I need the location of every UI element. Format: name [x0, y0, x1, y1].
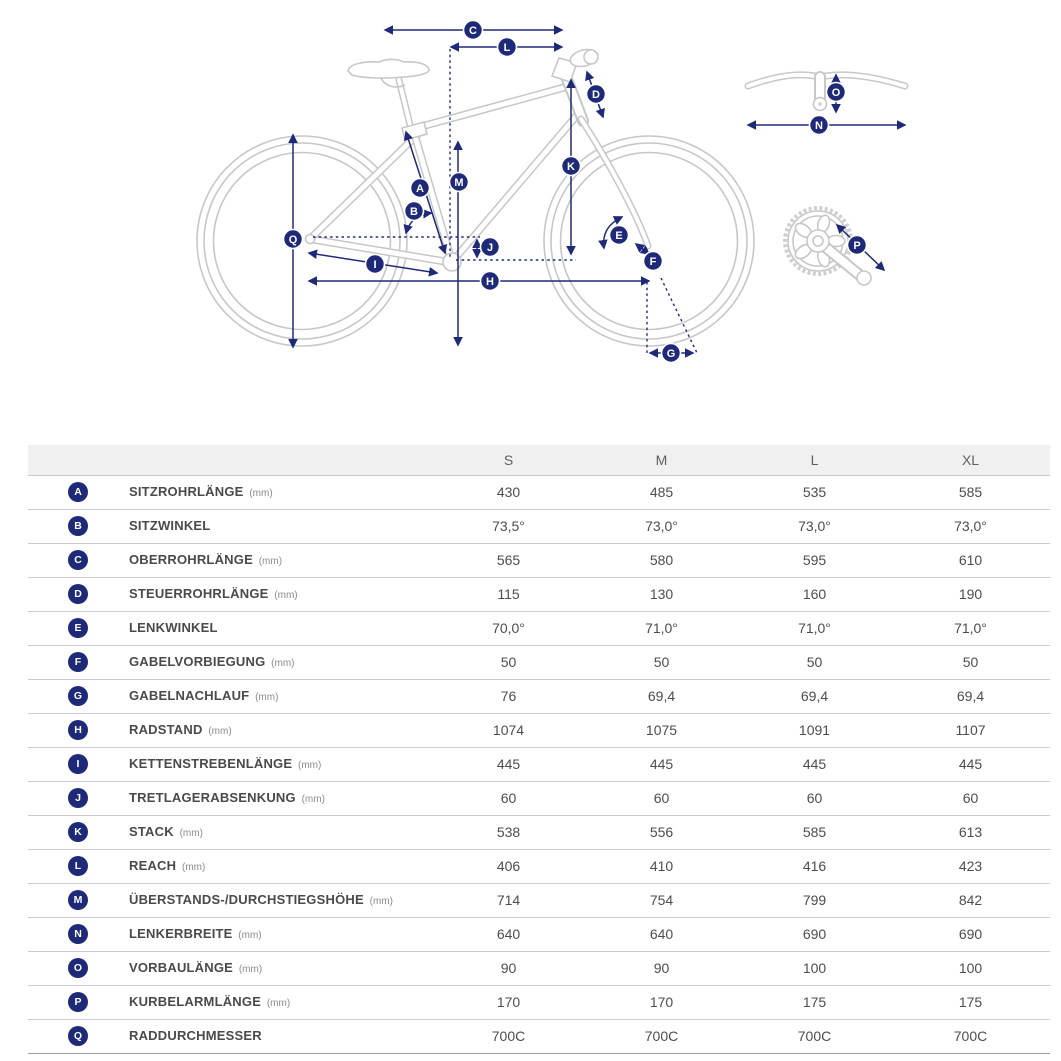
- row-value: 73,0°: [954, 518, 987, 534]
- table-row: [28, 849, 1050, 883]
- row-value: 1075: [645, 722, 678, 738]
- diagram-marker-F: [644, 252, 663, 271]
- row-value: 73,0°: [645, 518, 678, 534]
- svg-text:L: L: [503, 41, 511, 54]
- row-value: 565: [496, 552, 521, 568]
- row-value: 90: [653, 960, 670, 976]
- row-value: 445: [958, 756, 983, 772]
- table-row: [28, 475, 1050, 509]
- diagram-marker-O: [827, 83, 846, 102]
- row-label: SITZWINKEL: [129, 518, 211, 533]
- row-value: 640: [649, 926, 674, 942]
- row-value: 76: [500, 688, 517, 704]
- svg-text:E: E: [615, 229, 623, 242]
- table-row: [28, 951, 1050, 985]
- row-value: 73,5°: [492, 518, 525, 534]
- row-value: 60: [806, 790, 823, 806]
- row-value: 485: [649, 484, 674, 500]
- saddle: [348, 59, 429, 78]
- table-row: [28, 815, 1050, 849]
- row-label: LENKWINKEL: [129, 620, 218, 635]
- diagram-marker-H: [481, 272, 500, 291]
- row-marker-badge: P: [68, 992, 88, 1012]
- row-value: 69,4: [800, 688, 829, 704]
- header-empty-badge: [28, 445, 128, 475]
- row-marker-badge: K: [68, 822, 88, 842]
- geometry-table: [28, 445, 1050, 1054]
- row-label: RADDURCHMESSER: [129, 1028, 262, 1043]
- row-value: 100: [958, 960, 983, 976]
- row-value: 406: [496, 858, 521, 874]
- svg-text:D: D: [592, 88, 600, 101]
- table-row: [28, 645, 1050, 679]
- table-row: [28, 917, 1050, 951]
- diagram-marker-A: [411, 179, 430, 198]
- row-value: 69,4: [956, 688, 985, 704]
- row-value: 556: [649, 824, 674, 840]
- svg-text:A: A: [416, 182, 424, 195]
- geometry-diagram: [0, 0, 1061, 432]
- table-row: [28, 1019, 1050, 1053]
- row-marker-badge: L: [68, 856, 88, 876]
- diagram-marker-E: [610, 226, 629, 245]
- table-row: [28, 781, 1050, 815]
- row-marker-badge: Q: [68, 1026, 88, 1046]
- row-value: 1091: [798, 722, 831, 738]
- svg-text:Q: Q: [288, 233, 298, 246]
- row-value: 73,0°: [798, 518, 831, 534]
- row-value: 585: [802, 824, 827, 840]
- diagram-marker-P: [848, 236, 867, 255]
- header-size-s: S: [432, 445, 585, 475]
- row-unit: (mm): [235, 930, 262, 941]
- row-label: KURBELARMLÄNGE: [129, 994, 262, 1009]
- svg-text:G: G: [666, 347, 676, 360]
- row-marker-badge: H: [68, 720, 88, 740]
- row-unit: (mm): [252, 692, 279, 703]
- row-value: 640: [496, 926, 521, 942]
- row-value: 580: [649, 552, 674, 568]
- row-value: 71,0°: [954, 620, 987, 636]
- row-value: 595: [802, 552, 827, 568]
- diagram-marker-J: [481, 238, 500, 257]
- table-row: [28, 883, 1050, 917]
- row-marker-badge: C: [68, 550, 88, 570]
- row-value: 613: [958, 824, 983, 840]
- row-marker-badge: E: [68, 618, 88, 638]
- table-row: [28, 577, 1050, 611]
- header-size-m: M: [585, 445, 738, 475]
- row-value: 700C: [491, 1028, 526, 1044]
- row-unit: (mm): [179, 862, 206, 873]
- row-value: 700C: [953, 1028, 988, 1044]
- stem-bolt-center: [818, 102, 821, 105]
- row-value: 410: [649, 858, 674, 874]
- row-marker-badge: D: [68, 584, 88, 604]
- diagram-marker-L: [498, 38, 517, 57]
- svg-text:H: H: [486, 275, 494, 288]
- row-value: 50: [653, 654, 670, 670]
- row-value: 70,0°: [492, 620, 525, 636]
- rear-dropout: [306, 235, 315, 244]
- seatpost: [399, 80, 427, 140]
- row-value: 90: [500, 960, 517, 976]
- row-marker-badge: I: [68, 754, 88, 774]
- row-label: RADSTAND: [129, 722, 203, 737]
- diagram-marker-N: [810, 116, 829, 135]
- row-value: 700C: [797, 1028, 832, 1044]
- row-label: TRETLAGERABSENKUNG: [129, 790, 296, 805]
- row-value: 538: [496, 824, 521, 840]
- row-value: 445: [496, 756, 521, 772]
- row-label: SITZROHRLÄNGE: [129, 484, 244, 499]
- row-label: OBERROHRLÄNGE: [129, 552, 253, 567]
- row-marker-badge: A: [68, 482, 88, 502]
- row-marker-badge: F: [68, 652, 88, 672]
- row-unit: (mm): [295, 760, 322, 771]
- row-label: GABELNACHLAUF: [129, 688, 250, 703]
- svg-text:N: N: [815, 119, 823, 132]
- row-value: 1074: [492, 722, 525, 738]
- row-value: 416: [802, 858, 827, 874]
- row-label: VORBAULÄNGE: [129, 960, 234, 975]
- row-value: 754: [649, 892, 674, 908]
- table-row: [28, 747, 1050, 781]
- diagram-marker-Q: [284, 230, 303, 249]
- diagram-marker-B: [405, 202, 424, 221]
- seat-clamp: [402, 122, 427, 140]
- row-value: 170: [649, 994, 674, 1010]
- row-label: KETTENSTREBENLÄNGE: [129, 756, 293, 771]
- row-unit: (mm): [268, 658, 295, 669]
- row-value: 535: [802, 484, 827, 500]
- row-value: 799: [802, 892, 827, 908]
- row-value: 610: [958, 552, 983, 568]
- diagram-marker-M: [450, 173, 469, 192]
- geometry-table-body: [28, 475, 1050, 1053]
- header-size-l: L: [738, 445, 891, 475]
- diagram-marker-C: [464, 21, 483, 40]
- row-unit: (mm): [255, 556, 283, 567]
- table-row: [28, 509, 1050, 543]
- table-row: [28, 679, 1050, 713]
- diagram-marker-D: [587, 85, 606, 104]
- row-value: 700C: [644, 1028, 679, 1044]
- svg-text:P: P: [853, 239, 861, 252]
- row-unit: (mm): [271, 590, 298, 601]
- table-row: [28, 985, 1050, 1019]
- row-marker-badge: G: [68, 686, 88, 706]
- row-value: 69,4: [647, 688, 676, 704]
- diagram-marker-G: [662, 344, 681, 363]
- diagram-marker-K: [562, 157, 581, 176]
- row-value: 190: [958, 586, 983, 602]
- table-header-row: [28, 445, 1050, 475]
- header-size-xl: XL: [891, 445, 1050, 475]
- row-value: 842: [958, 892, 983, 908]
- row-unit: (mm): [205, 726, 232, 737]
- table-row: [28, 611, 1050, 645]
- svg-text:I: I: [373, 258, 377, 271]
- row-value: 175: [958, 994, 983, 1010]
- row-value: 1107: [955, 722, 986, 738]
- row-value: 430: [496, 484, 521, 500]
- svg-text:B: B: [410, 205, 418, 218]
- bicycle-illustration: [197, 47, 754, 346]
- row-value: 714: [496, 892, 521, 908]
- row-unit: (mm): [298, 794, 325, 805]
- svg-text:M: M: [454, 176, 464, 189]
- row-value: 690: [802, 926, 827, 942]
- table-row: [28, 713, 1050, 747]
- row-value: 50: [500, 654, 517, 670]
- row-value: 445: [802, 756, 827, 772]
- row-unit: (mm): [366, 896, 393, 907]
- diagram-marker-I: [366, 255, 385, 274]
- row-label: STACK: [129, 824, 174, 839]
- svg-text:J: J: [486, 241, 494, 254]
- row-label: ÜBERSTANDS-/DURCHSTIEGSHÖHE: [129, 892, 364, 907]
- row-marker-badge: N: [68, 924, 88, 944]
- row-marker-badge: B: [68, 516, 88, 536]
- table-row: [28, 543, 1050, 577]
- row-value: 60: [500, 790, 517, 806]
- row-marker-badge: J: [68, 788, 88, 808]
- bicycle-geometry-svg: [0, 0, 1061, 432]
- svg-text:K: K: [567, 160, 575, 173]
- row-label: LENKERBREITE: [129, 926, 233, 941]
- row-label: GABELVORBIEGUNG: [129, 654, 266, 669]
- row-label: STEUERROHRLÄNGE: [129, 586, 269, 601]
- row-marker-badge: M: [68, 890, 88, 910]
- svg-text:O: O: [831, 86, 841, 99]
- row-unit: (mm): [246, 488, 273, 499]
- row-value: 71,0°: [798, 620, 831, 636]
- row-unit: (mm): [236, 964, 263, 975]
- row-value: 175: [802, 994, 827, 1010]
- row-value: 445: [649, 756, 674, 772]
- row-label: REACH: [129, 858, 177, 873]
- row-value: 130: [649, 586, 674, 602]
- row-value: 60: [962, 790, 979, 806]
- pedal-hole: [857, 271, 871, 285]
- row-value: 170: [496, 994, 521, 1010]
- row-value: 100: [802, 960, 827, 976]
- row-marker-badge: O: [68, 958, 88, 978]
- svg-text:F: F: [649, 255, 657, 268]
- row-value: 690: [958, 926, 983, 942]
- row-value: 50: [806, 654, 823, 670]
- row-value: 71,0°: [645, 620, 678, 636]
- header-empty-label: [128, 445, 432, 475]
- row-value: 423: [958, 858, 983, 874]
- row-unit: (mm): [176, 828, 203, 839]
- row-value: 160: [802, 586, 827, 602]
- row-value: 585: [958, 484, 983, 500]
- row-value: 115: [497, 586, 520, 602]
- row-value: 60: [653, 790, 670, 806]
- row-unit: (mm): [264, 998, 291, 1009]
- svg-text:C: C: [469, 24, 477, 37]
- row-value: 50: [962, 654, 979, 670]
